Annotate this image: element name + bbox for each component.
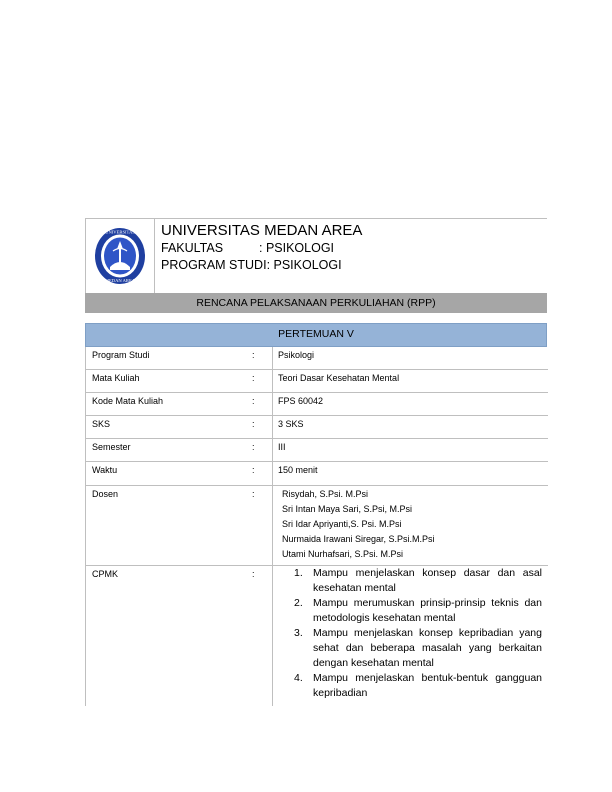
row-value: 150 menit [278, 465, 318, 475]
row-label: Semester [92, 442, 131, 452]
row-separator: : [252, 373, 255, 383]
item-number: 2. [294, 597, 303, 609]
row-label: CPMK [92, 569, 119, 579]
row-separator: : [252, 465, 255, 475]
item-text: Mampu menjelaskan konsep dasar dan asal kesehatan mental [313, 567, 542, 594]
university-name: UNIVERSITAS MEDAN AREA [161, 222, 363, 239]
row-separator: : [252, 396, 255, 406]
item-text: Mampu menjelaskan bentuk-bentuk gangguan kepribadian [313, 672, 542, 699]
course-info-table [85, 347, 548, 706]
svg-text:MEDAN AREA: MEDAN AREA [104, 278, 136, 283]
table-row [86, 462, 548, 486]
item-number: 3. [294, 627, 303, 639]
table-row [86, 370, 548, 393]
list-item [286, 566, 542, 596]
program-label: PROGRAM STUDI [161, 258, 267, 272]
row-value: Teori Dasar Kesehatan Mental [278, 373, 400, 383]
faculty-value: : PSIKOLOGI [259, 241, 335, 255]
lecturer-name: Sri Idar Apriyanti,S. Psi. M.Psi [282, 519, 402, 529]
meeting-title: PERTEMUAN V [85, 323, 547, 347]
svg-text:UNIVERSITAS: UNIVERSITAS [105, 229, 135, 235]
table-row [86, 416, 548, 439]
table-row [86, 393, 548, 416]
row-separator: : [252, 419, 255, 429]
item-number: 4. [294, 672, 303, 684]
row-value: III [278, 442, 286, 452]
row-label: Kode Mata Kuliah [92, 396, 164, 406]
row-separator: : [252, 489, 255, 499]
row-separator: : [252, 569, 255, 579]
university-logo-icon [94, 227, 146, 285]
item-number: 1. [294, 567, 303, 579]
row-value: 3 SKS [278, 419, 304, 429]
row-label: Mata Kuliah [92, 373, 140, 383]
document-title: RENCANA PELAKSANAAN PERKULIAHAN (RPP) [85, 293, 547, 313]
program-line [161, 257, 362, 274]
lecturer-list [278, 487, 435, 562]
lecturer-name: Nurmaida Irawani Siregar, S.Psi.M.Psi [282, 534, 435, 544]
row-label: Dosen [92, 489, 119, 499]
row-value: FPS 60042 [278, 396, 324, 406]
program-value: : PSIKOLOGI [266, 258, 342, 272]
faculty-line [161, 240, 362, 257]
faculty-label: FAKULTAS [161, 241, 224, 255]
cpmk-row [86, 566, 548, 706]
lecturer-name: Risydah, S.Psi. M.Psi [282, 489, 369, 499]
row-label: Waktu [92, 465, 118, 475]
row-label: Program Studi [92, 350, 150, 360]
list-item [286, 671, 542, 701]
document-header [85, 218, 547, 293]
row-label: SKS [92, 419, 111, 429]
list-item [286, 626, 542, 671]
row-separator: : [252, 350, 255, 360]
header-text [161, 221, 362, 274]
dosen-row [86, 486, 548, 566]
lecturer-name: Sri Intan Maya Sari, S.Psi, M.Psi [282, 504, 413, 514]
item-text: Mampu menjelaskan konsep kepribadian yang sehat dan beberapa masalah yang berkaitan dengan kesehatan mental [313, 627, 542, 669]
lecturer-name: Utami Nurhafsari, S.Psi. M.Psi [282, 549, 404, 559]
row-separator: : [252, 442, 255, 452]
table-row [86, 347, 548, 370]
logo-cell [86, 219, 155, 294]
row-value: Psikologi [278, 350, 315, 360]
item-text: Mampu merumuskan prinsip-prinsip teknis dan metodologis kesehatan mental [313, 597, 542, 624]
list-item [286, 596, 542, 626]
table-row [86, 439, 548, 462]
cpmk-list [286, 566, 542, 701]
